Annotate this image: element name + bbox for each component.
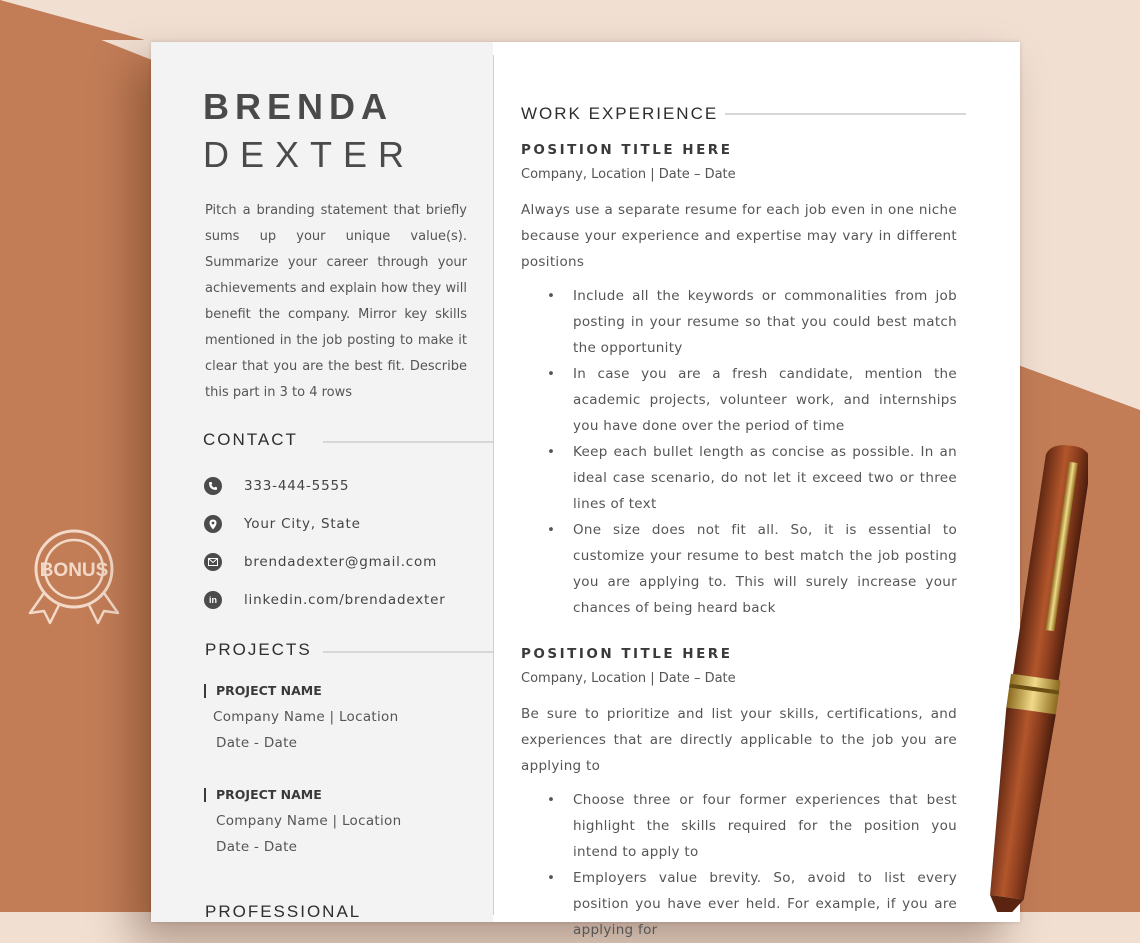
location-text: Your City, State (244, 516, 361, 532)
contact-email (204, 553, 437, 571)
job-bullets (521, 787, 957, 943)
job-description: Be sure to prioritize and list your skills, certifications, and experiences that are directly applicable to the job you are applying to (521, 706, 957, 774)
linkedin-icon: in (204, 591, 222, 609)
ribbon-badge-icon (26, 527, 122, 625)
resume-page (151, 42, 1020, 938)
bonus-badge (26, 527, 122, 629)
location-pin-icon (204, 515, 222, 533)
job-bullets (521, 283, 957, 621)
phone-icon (204, 477, 222, 495)
pen-illustration (968, 428, 1088, 912)
projects-heading: PROJECTS (205, 640, 312, 659)
professional-heading: PROFESSIONAL (205, 902, 362, 921)
contact-heading-rule (323, 441, 493, 443)
job-title: POSITION TITLE HERE (521, 646, 733, 662)
job-bullet: • Employers value brevity. So, avoid to list every position you have ever held. For example, if you are applying for (521, 865, 957, 943)
job-bullet: • Choose three or four former experiences that best highlight the skills required for the position you intend to apply to (521, 787, 957, 865)
project-company: Company Name | Location (213, 709, 399, 725)
job-meta: Company, Location | Date – Date (521, 167, 736, 182)
work-heading-rule (725, 113, 966, 115)
job-bullet: • In case you are a fresh candidate, mention the academic projects, volunteer work, and internships you have done over the period of time (521, 361, 957, 439)
contact-phone (204, 477, 349, 495)
email-link[interactable]: brendadexter@gmail.com (244, 554, 438, 570)
left-column (151, 42, 493, 922)
projects-heading-rule (323, 651, 493, 653)
job-bullet: • One size does not fit all. So, it is essential to customize your resume to best match the job posting you are applying to. This will surely increase your chances of being heard back (521, 517, 957, 621)
badge-label: BONUS (39, 560, 109, 581)
linkedin-link[interactable]: linkedin.com/brendadexter (244, 592, 446, 608)
project-company: Company Name | Location (216, 813, 402, 829)
work-experience-heading: WORK EXPERIENCE (521, 104, 719, 123)
project-date: Date - Date (216, 735, 298, 751)
job-title: POSITION TITLE HERE (521, 142, 733, 158)
job-bullet: • Keep each bullet length as concise as possible. In an ideal case scenario, do not let it exceed two or three lines of text (521, 439, 957, 517)
last-name: DEXTER (203, 134, 416, 175)
job-bullet: • Include all the keywords or commonalities from job posting in your resume so that you could best match the opportunity (521, 283, 957, 361)
phone-text: 333-444-5555 (244, 478, 350, 494)
project-date: Date - Date (216, 839, 298, 855)
column-divider (493, 55, 494, 915)
job-description: Always use a separate resume for each job even in one niche because your experience and expertise may vary in different positions (521, 202, 957, 270)
contact-location (204, 515, 361, 533)
project-title: PROJECT NAME (204, 788, 322, 802)
first-name: BRENDA (203, 86, 394, 127)
envelope-icon (204, 553, 222, 571)
pitch-statement: Pitch a branding statement that briefly sums up your unique value(s). Summarize your career through your achievements and explain how they will benefit the company. Mirror key skills mentioned in the job posting to make it clear that you are the best fit. Describe this part in 3 to 4 rows (205, 203, 467, 400)
contact-heading: CONTACT (203, 430, 298, 449)
job-meta: Company, Location | Date – Date (521, 671, 736, 686)
project-title: PROJECT NAME (204, 684, 322, 698)
contact-linkedin (204, 591, 446, 609)
